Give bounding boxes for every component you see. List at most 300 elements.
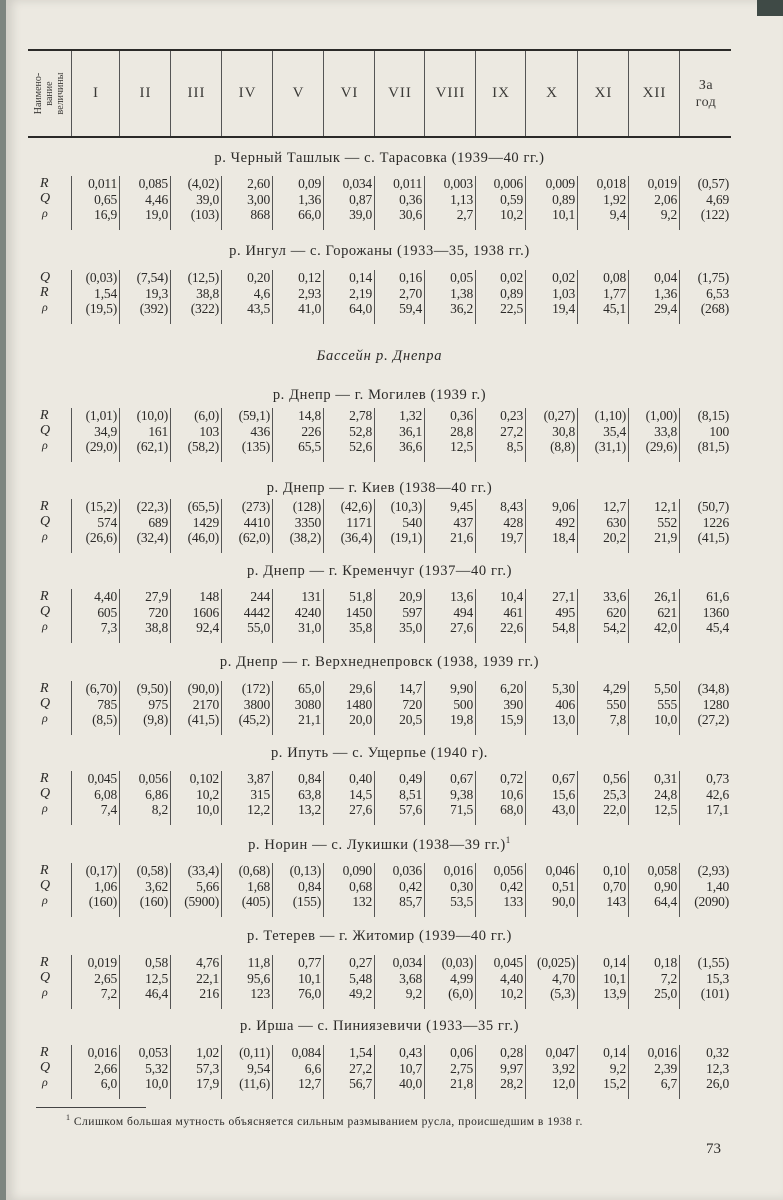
table-cell: 0,090 [342,863,372,878]
table-cell: 4,70 [552,970,575,986]
month-column [525,1045,577,1099]
table-cell: 10,2 [196,786,219,802]
header-month-2: II [119,51,171,136]
month-column [628,955,679,1009]
table-cell: 2,75 [450,1060,473,1076]
table-cell: 9,38 [450,786,473,802]
month-column [577,499,628,553]
footnote [66,1113,583,1128]
table-cell: 5,30 [552,681,575,696]
table-cell: 0,73 [706,771,729,786]
month-column [323,863,374,917]
table-cell: 1480 [345,696,372,712]
row-label: ρ [42,206,48,220]
year-column [679,1045,731,1099]
table-cell: 630 [606,514,626,530]
row-label: Q [40,604,51,619]
table-cell: (19,5) [85,301,117,316]
table-cell: 2,93 [298,285,321,301]
month-column [577,176,628,230]
table-cell: 0,011 [393,176,422,191]
month-column [221,176,272,230]
table-cell: 0,20 [247,270,270,285]
table-cell: 1280 [702,696,729,712]
table-cell: 6,08 [94,786,117,802]
table-cell: 13,0 [552,712,575,727]
table-cell: 9,97 [500,1060,523,1076]
row-labels [40,408,62,468]
table-cell: 0,018 [596,176,626,191]
header-month-3: III [170,51,222,136]
header-month-1: I [71,51,120,136]
table-cell: (36,4) [340,530,372,545]
table-cell: 12,3 [706,1060,729,1076]
row-label: ρ [42,711,48,725]
table-cell: 19,4 [552,301,575,316]
station-title-text: р. Ингул — с. Горожаны (1933—35, 1938 гг.) [229,243,530,259]
month-column [577,408,628,462]
row-label: R [40,681,49,696]
station-title [28,1018,731,1035]
row-label: Q [40,1060,51,1075]
footnote-text: Слишком большая мутность объясняется сильным размыванием русла, происшедшим в 1938 г. [73,1115,583,1128]
month-column [272,955,323,1009]
month-column [525,681,577,735]
table-cell: 0,68 [349,878,372,894]
table-cell: 226 [301,423,321,439]
month-column [374,408,424,462]
table-cell: 41,0 [298,301,321,316]
table-cell: (31,1) [594,439,626,454]
table-cell: 14,7 [399,681,422,696]
year-column [679,408,731,462]
table-cell: 0,51 [552,878,575,894]
table-cell: 0,009 [545,176,575,191]
table-cell: 21,8 [450,1076,473,1091]
month-column [170,499,221,553]
table-cell: 7,2 [100,986,117,1001]
row-label: Q [40,878,51,893]
table-cell: 21,9 [654,530,677,545]
table-cell: 1,68 [247,878,270,894]
month-column [323,1045,374,1099]
table-cell: 56,7 [349,1076,372,1091]
table-cell: (81,5) [697,439,729,454]
table-cell: 39,0 [349,207,372,222]
table-cell: 123 [250,986,270,1001]
table-cell: 10,2 [500,207,523,222]
table-cell: 0,006 [493,176,523,191]
year-column [679,499,731,553]
month-column [119,1045,170,1099]
year-column [679,681,731,735]
table-cell: 3800 [243,696,270,712]
table-cell: 0,085 [138,176,168,191]
table-cell: 0,31 [654,771,677,786]
table-cell: 95,6 [247,970,270,986]
row-labels [40,681,62,741]
station-title-text: р. Черный Ташлык — с. Тарасовка (1939—40 гг.) [214,150,545,166]
month-column [424,1045,475,1099]
table-cell: 1,54 [94,285,117,301]
table-cell: 15,2 [603,1076,626,1091]
row-label: ρ [42,893,48,907]
table-cell: 0,045 [87,771,117,786]
month-column [374,863,424,917]
table-cell: 12,1 [654,499,677,514]
station-title [28,563,731,580]
row-label: R [40,285,49,300]
table-cell: 35,8 [349,620,372,635]
table-cell: 0,42 [399,878,422,894]
table-cell: 0,65 [94,191,117,207]
row-label: ρ [42,529,48,543]
table-cell: (0,03) [441,955,473,970]
table-cell: (42,6) [340,499,372,514]
table-cell: 53,5 [450,894,473,909]
month-column [475,408,525,462]
table-cell: (0,13) [289,863,321,878]
table-cell: 620 [606,604,626,620]
table-cell: 492 [555,514,575,530]
table-cell: 0,102 [189,771,219,786]
station-title [28,928,731,945]
table-cell: 27,9 [145,589,168,604]
month-column [323,176,374,230]
month-column [424,499,475,553]
table-cell: (0,58) [136,863,168,878]
month-column [475,270,525,324]
table-cell: 0,05 [450,270,473,285]
station-title-text: р. Днепр — г. Кременчуг (1937—40 гг.) [246,563,513,579]
month-column [272,863,323,917]
table-cell: 216 [199,986,219,1001]
table-cell: 27,1 [552,589,575,604]
month-column [119,589,170,643]
table-cell: 0,70 [603,878,626,894]
table-cell: 8,43 [500,499,523,514]
month-column [170,176,221,230]
month-column [475,771,525,825]
table-cell: 29,6 [349,681,372,696]
table-cell: (0,27) [543,408,575,423]
table-cell: 0,30 [450,878,473,894]
row-label: ρ [42,619,48,633]
table-cell: 30,6 [399,207,422,222]
table-cell: (135) [241,439,270,454]
table-cell: 45,1 [603,301,626,316]
table-cell: 0,87 [349,191,372,207]
table-cell: (1,01) [85,408,117,423]
table-cell: 0,016 [443,863,473,878]
station-title-text: р. Днепр — г. Киев (1938—40 гг.) [266,480,493,496]
month-column [628,270,679,324]
table-cell: 0,10 [603,863,626,878]
header-month-8: VIII [424,51,476,136]
table-cell: 65,5 [298,439,321,454]
month-column [374,176,424,230]
table-cell: 51,8 [349,589,372,604]
table-cell: 4,40 [500,970,523,986]
table-cell: 0,084 [291,1045,321,1060]
table-cell: 14,8 [298,408,321,423]
table-cell: 54,2 [603,620,626,635]
table-cell: (38,2) [289,530,321,545]
table-cell: 0,77 [298,955,321,970]
month-column [221,589,272,643]
table-cell: 0,047 [545,1045,575,1060]
data-block [28,955,731,1015]
year-column [679,270,731,324]
month-column [525,408,577,462]
table-cell: 71,5 [450,802,473,817]
table-cell: 36,6 [399,439,422,454]
table-cell: 30,8 [552,423,575,439]
table-cell: 1,02 [196,1045,219,1060]
table-cell: 4442 [243,604,270,620]
table-cell: 0,59 [500,191,523,207]
table-cell: 0,90 [654,878,677,894]
month-column [71,681,119,735]
table-cell: 0,36 [399,191,422,207]
table-cell: (0,17) [85,863,117,878]
table-cell: 10,7 [399,1060,422,1076]
table-cell: 3,00 [247,191,270,207]
table-cell: 6,53 [706,285,729,301]
table-cell: (11,6) [239,1076,270,1091]
table-cell: 18,4 [552,530,575,545]
row-label: Q [40,514,51,529]
table-cell: 9,4 [609,207,626,222]
row-labels [40,176,62,236]
table-cell: 9,2 [660,207,677,222]
month-column [119,176,170,230]
table-cell: (29,6) [645,439,677,454]
table-cell: 552 [657,514,677,530]
row-label: ρ [42,300,48,314]
table-cell: (0,57) [697,176,729,191]
row-labels [40,863,62,923]
table-cell: 1450 [345,604,372,620]
month-column [221,771,272,825]
month-column [424,408,475,462]
table-cell: 9,2 [609,1060,626,1076]
table-cell: 15,9 [500,712,523,727]
table-cell: 42,6 [706,786,729,802]
table-cell: 0,14 [603,955,626,970]
table-cell: 31,0 [298,620,321,635]
table-cell: 1,32 [399,408,422,423]
table-cell: (101) [700,986,729,1001]
month-column [525,270,577,324]
table-cell: 55,0 [247,620,270,635]
table-cell: 0,016 [647,1045,677,1060]
table-cell: 0,036 [392,863,422,878]
table-cell: 14,5 [349,786,372,802]
table-cell: (6,70) [85,681,117,696]
basin-heading: Бассейн р. Днепра [316,348,443,364]
table-cell: 868 [250,207,270,222]
table-cell: 5,32 [145,1060,168,1076]
table-cell: 12,5 [145,970,168,986]
year-column [679,771,731,825]
table-cell: 59,4 [399,301,422,316]
page-number: 73 [706,1141,721,1157]
table-cell: 1606 [192,604,219,620]
table-cell: 550 [606,696,626,712]
table-cell: 3,87 [247,771,270,786]
month-column [374,955,424,1009]
month-column [628,176,679,230]
table-cell: (8,5) [92,712,117,727]
table-cell: (392) [139,301,168,316]
table-cell: 0,034 [392,955,422,970]
table-cell: (1,10) [594,408,626,423]
table-cell: 4,76 [196,955,219,970]
table-cell: 2,60 [247,176,270,191]
table-cell: 0,42 [500,878,523,894]
month-column [424,270,475,324]
month-column [323,955,374,1009]
table-cell: 148 [199,589,219,604]
table-cell: 52,8 [349,423,372,439]
table-cell: 22,6 [500,620,523,635]
month-column [119,270,170,324]
table-cell: 10,1 [552,207,575,222]
table-cell: 2,7 [456,207,473,222]
table-cell: 6,6 [304,1060,321,1076]
month-column [71,1045,119,1099]
table-header [28,49,731,138]
table-cell: 3,92 [552,1060,575,1076]
table-cell: 0,28 [500,1045,523,1060]
table-cell: 3,68 [399,970,422,986]
month-column [272,176,323,230]
table-cell: (2090) [694,894,729,909]
table-cell: 9,45 [450,499,473,514]
row-labels [40,589,62,649]
table-cell: 12,5 [450,439,473,454]
month-column [424,589,475,643]
month-column [71,270,119,324]
station-title [28,654,731,671]
table-cell: 1,03 [552,285,575,301]
table-cell: 76,0 [298,986,321,1001]
table-cell: 7,4 [100,802,117,817]
table-cell: (0,11) [239,1045,270,1060]
table-cell: (7,54) [136,270,168,285]
table-cell: 2170 [192,696,219,712]
table-cell: 6,20 [500,681,523,696]
table-cell: 0,045 [493,955,523,970]
station-title-text: р. Ирша — с. Пиниязевичи (1933—35 гг.) [239,1018,520,1034]
month-column [272,270,323,324]
month-column [71,176,119,230]
table-cell: 4,6 [253,285,270,301]
table-cell: (155) [292,894,321,909]
table-cell: 0,14 [349,270,372,285]
year-column [679,863,731,917]
table-cell: 0,89 [500,285,523,301]
month-column [170,408,221,462]
month-column [221,408,272,462]
table-cell: 0,16 [399,270,422,285]
row-label: ρ [42,985,48,999]
table-cell: 13,2 [298,802,321,817]
data-block [28,863,731,923]
table-cell: 12,2 [247,802,270,817]
table-cell: 1360 [702,604,729,620]
table-cell: 22,1 [196,970,219,986]
year-column [679,955,731,1009]
table-cell: 2,66 [94,1060,117,1076]
month-column [525,955,577,1009]
station-title [28,150,731,167]
row-label: Q [40,786,51,801]
month-column [221,863,272,917]
table-cell: 1,38 [450,285,473,301]
table-cell: 0,019 [647,176,677,191]
data-block [28,1045,731,1105]
table-cell: 689 [148,514,168,530]
footnote-rule [36,1107,146,1108]
table-cell: 19,0 [145,207,168,222]
table-cell: 461 [503,604,523,620]
table-cell: (405) [241,894,270,909]
station-title-text: р. Тетерев — г. Житомир (1939—40 гг.) [247,928,512,944]
table-cell: 21,6 [450,530,473,545]
month-column [374,1045,424,1099]
table-cell: (5,3) [550,986,575,1001]
header-year-text: За год [695,77,717,110]
month-column [119,955,170,1009]
table-cell: (50,7) [697,499,729,514]
row-label: R [40,1045,49,1060]
table-cell: 10,6 [500,786,523,802]
table-cell: 0,058 [647,863,677,878]
month-column [323,771,374,825]
table-cell: (268) [700,301,729,316]
row-label: Q [40,696,51,711]
table-cell: 132 [352,894,372,909]
table-cell: 57,6 [399,802,422,817]
table-cell: 10,0 [654,712,677,727]
table-cell: 2,78 [349,408,372,423]
table-cell: 6,86 [145,786,168,802]
station-title-text: р. Днепр — г. Могилев (1939 г.) [272,387,487,403]
table-cell: (160) [88,894,117,909]
table-cell: 13,9 [603,986,626,1001]
table-cell: 35,4 [603,423,626,439]
station-title-text: р. Ипуть — с. Ущерпье (1940 г). [270,745,489,761]
month-column [119,771,170,825]
table-cell: (90,0) [187,681,219,696]
table-cell: 975 [148,696,168,712]
table-cell: 4,29 [603,681,626,696]
table-cell: (46,0) [187,530,219,545]
month-column [170,863,221,917]
header-month-7: VII [374,51,425,136]
table-cell: 0,019 [87,955,117,970]
month-column [424,176,475,230]
header-year [679,51,732,136]
month-column [170,589,221,643]
table-cell: 38,8 [196,285,219,301]
table-cell: 0,18 [654,955,677,970]
table-cell: 0,43 [399,1045,422,1060]
table-cell: (6,0) [448,986,473,1001]
table-cell: 4,99 [450,970,473,986]
